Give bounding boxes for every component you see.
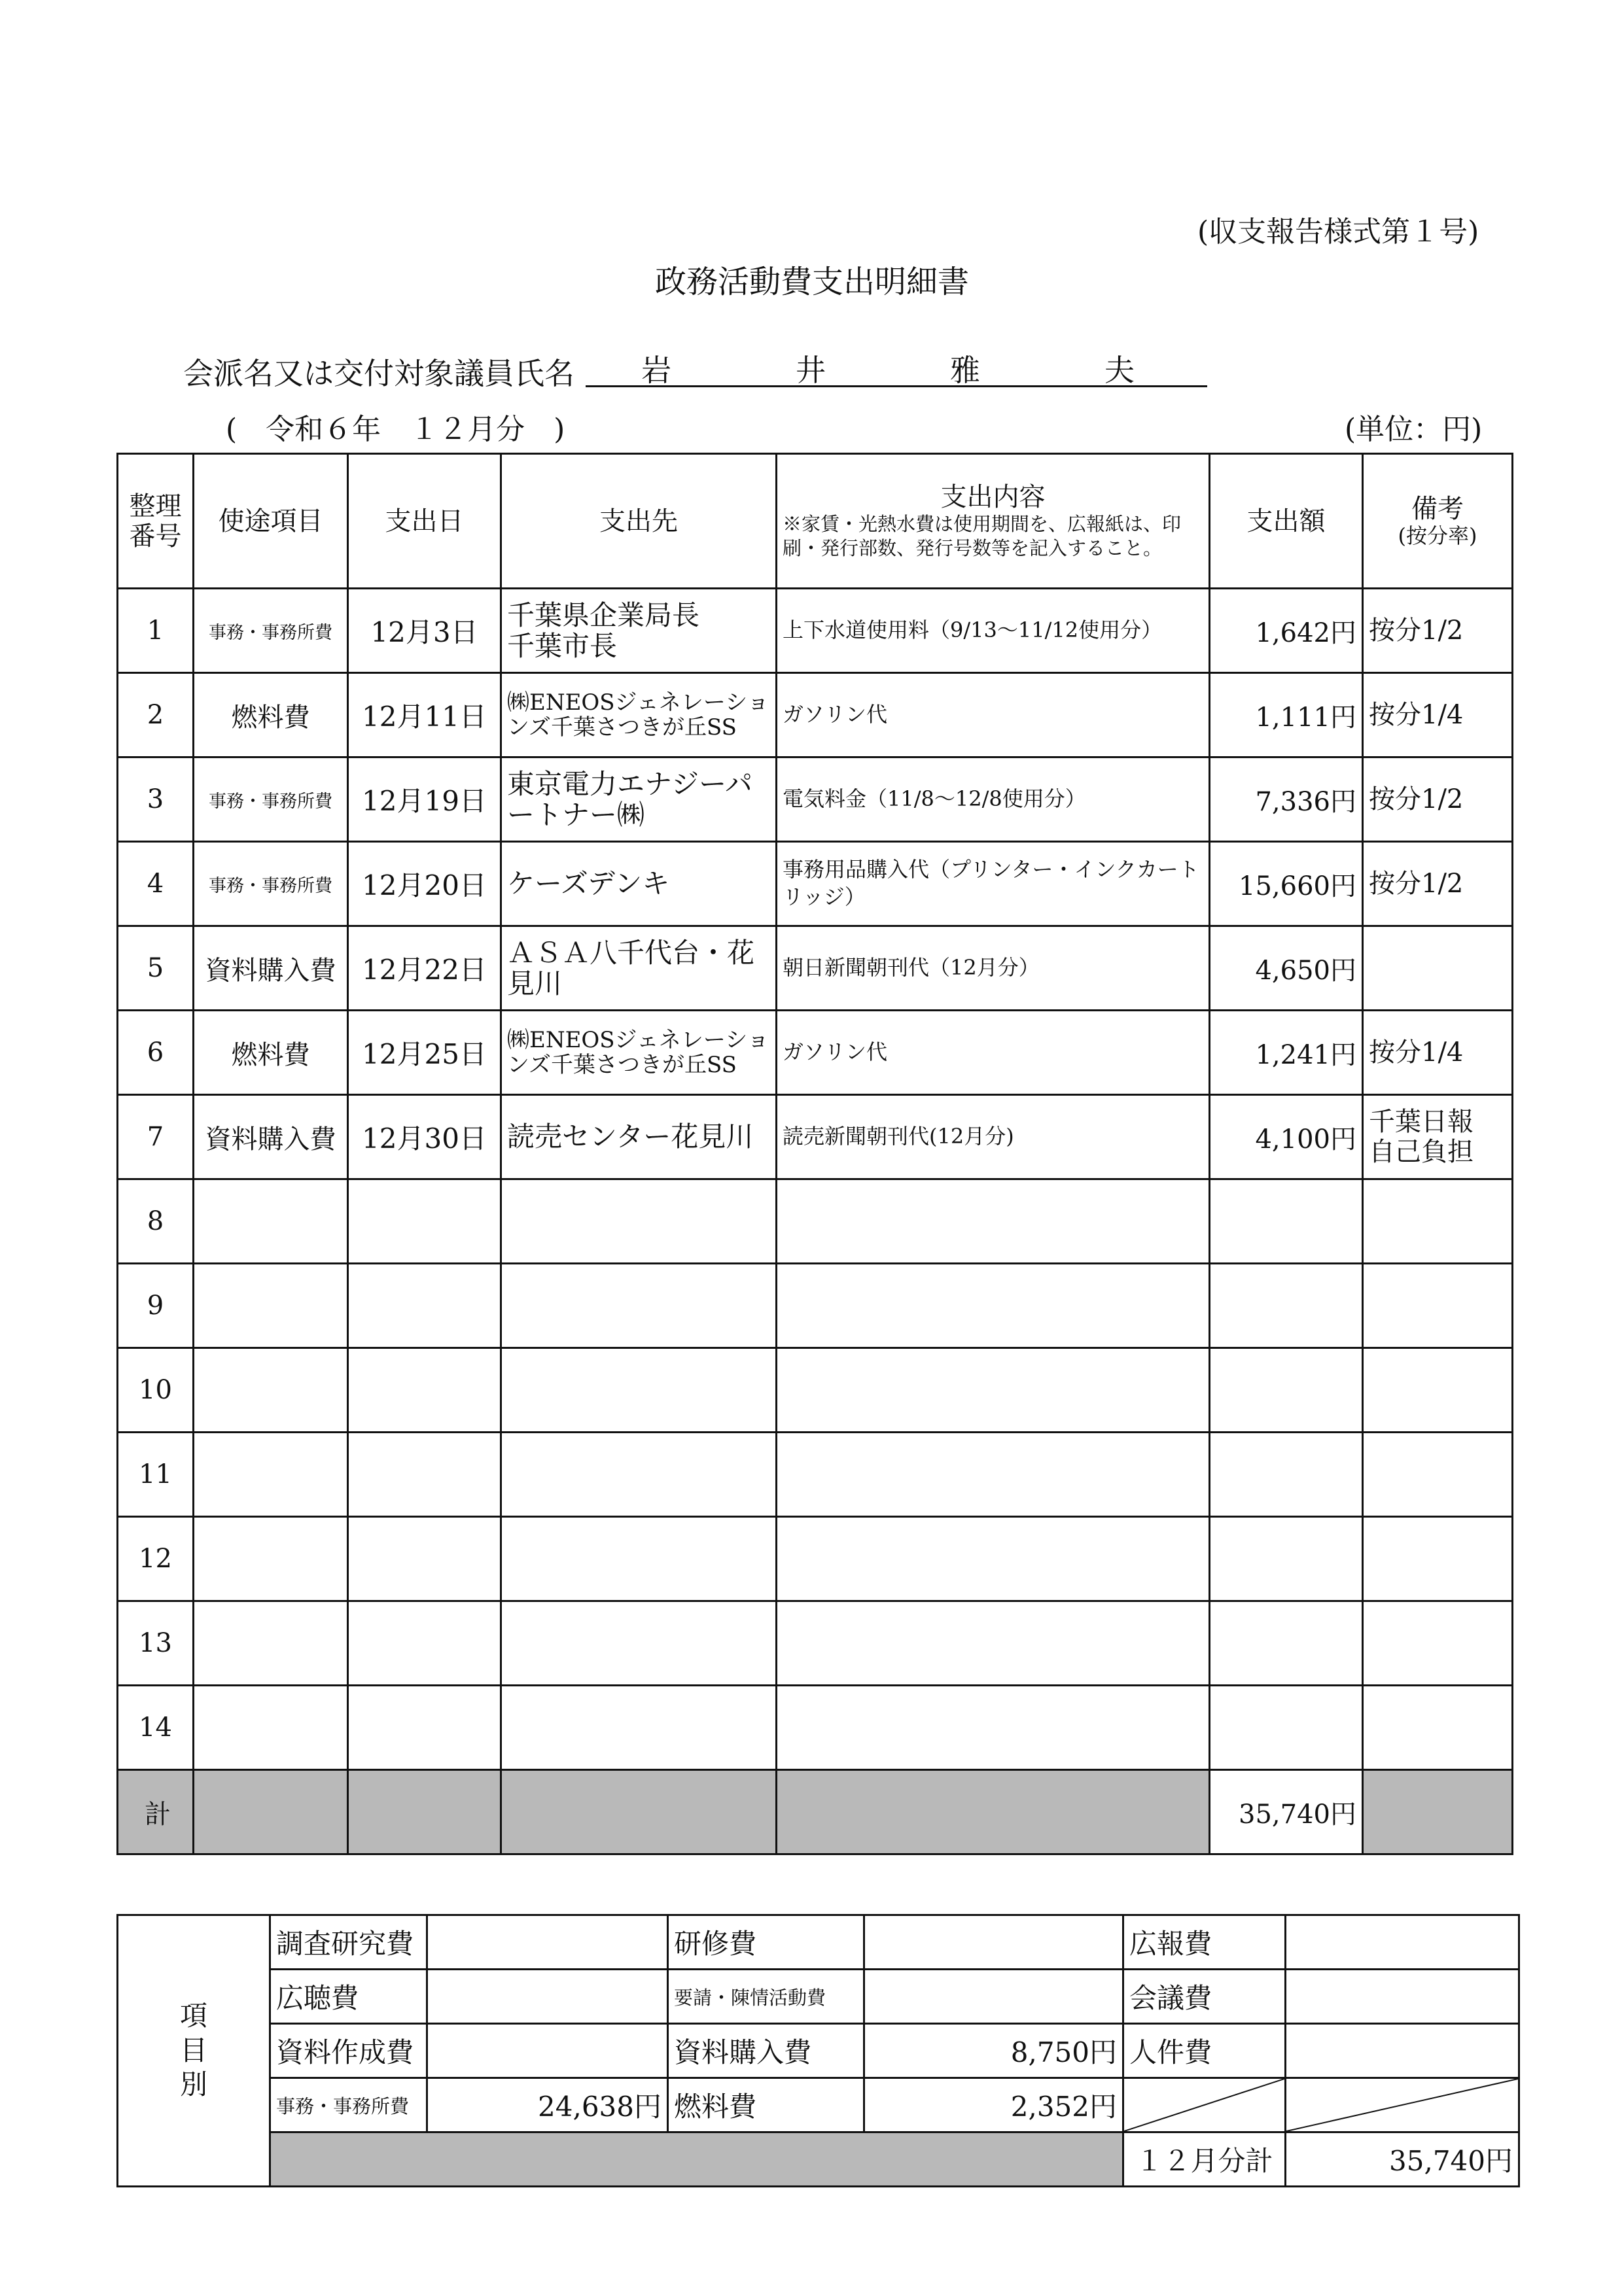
row-date: 12月30日: [348, 1095, 501, 1179]
row-date: 12月19日: [348, 757, 501, 842]
total-blank: [777, 1770, 1210, 1854]
value-pr: [1286, 1915, 1519, 1970]
row-amount: [1210, 1179, 1363, 1264]
label-materials-purchase: 資料購入費: [668, 2024, 864, 2078]
row-remark: 按分1/4: [1363, 673, 1513, 757]
row-payee: ＡＳＡ八千代台・花見川: [501, 926, 777, 1011]
row-no: 9: [118, 1264, 194, 1348]
total-blank: [348, 1770, 501, 1854]
value-training: [864, 1915, 1123, 1970]
label-hearing: 広聴費: [270, 1970, 427, 2024]
row-date: [348, 1601, 501, 1686]
row-date: 12月22日: [348, 926, 501, 1011]
unit-label: (単位：円): [1345, 413, 1483, 446]
row-use: 資料購入費: [194, 926, 348, 1011]
name-label: 会派名又は交付対象議員氏名: [183, 356, 574, 391]
row-payee: ケーズデンキ: [501, 842, 777, 926]
row-amount: 1,642円: [1210, 589, 1363, 673]
table-row: [118, 1433, 1513, 1517]
header-remark: [1363, 454, 1513, 589]
expense-table: [116, 453, 1513, 1855]
row-payee: [501, 1601, 777, 1686]
row-detail: ガソリン代: [777, 673, 1210, 757]
row-payee: [501, 1433, 777, 1517]
row-no: 4: [118, 842, 194, 926]
monthly-total-label: １２月分計: [1123, 2132, 1286, 2187]
row-no: 10: [118, 1348, 194, 1433]
table-row: [118, 1264, 1513, 1348]
row-use: 燃料費: [194, 673, 348, 757]
header-date: 支出日: [348, 454, 501, 589]
table-row: [118, 926, 1513, 1011]
category-side-text: 項 目 別: [179, 2000, 207, 2101]
label-training: 研修費: [668, 1915, 864, 1970]
header-amount: 支出額: [1210, 454, 1363, 589]
row-payee: 読売センター花見川: [501, 1095, 777, 1179]
row-date: [348, 1686, 501, 1770]
header-payee: 支出先: [501, 454, 777, 589]
header-remark-sub: (按分率): [1398, 523, 1477, 549]
row-no: 8: [118, 1179, 194, 1264]
page-title: 政務活動費支出明細書: [654, 264, 969, 300]
row-no: 12: [118, 1517, 194, 1601]
row-payee: [501, 1264, 777, 1348]
row-amount: 7,336円: [1210, 757, 1363, 842]
row-use: [194, 1433, 348, 1517]
row-remark: 按分1/4: [1363, 1011, 1513, 1095]
header-content-title: 支出内容: [940, 482, 1046, 513]
row-no: 14: [118, 1686, 194, 1770]
row-use: 事務・事務所費: [194, 589, 348, 673]
total-amount: 35,740円: [1210, 1770, 1363, 1854]
row-amount: 4,650円: [1210, 926, 1363, 1011]
row-payee: ㈱ENEOSジェネレーションズ千葉さつきが丘SS: [501, 1011, 777, 1095]
row-remark: 千葉日報 自己負担: [1363, 1095, 1513, 1179]
row-remark: [1363, 1517, 1513, 1601]
category-table: [116, 1914, 1520, 2187]
shaded-area: [270, 2132, 1123, 2187]
row-use: 資料購入費: [194, 1095, 348, 1179]
table-row: [118, 1011, 1513, 1095]
header-use: 使途項目: [194, 454, 348, 589]
row-remark: 按分1/2: [1363, 589, 1513, 673]
label-meeting: 会議費: [1123, 1970, 1286, 2024]
row-date: 12月11日: [348, 673, 501, 757]
total-blank: [194, 1770, 348, 1854]
name-value: 岩井雅夫: [586, 347, 1207, 387]
row-date: [348, 1517, 501, 1601]
row-amount: [1210, 1686, 1363, 1770]
row-remark: [1363, 1686, 1513, 1770]
label-office: 事務・事務所費: [270, 2078, 427, 2132]
row-no: 13: [118, 1601, 194, 1686]
table-row: [118, 1517, 1513, 1601]
row-no: 2: [118, 673, 194, 757]
row-detail: 朝日新聞朝刊代（12月分）: [777, 926, 1210, 1011]
row-no: 11: [118, 1433, 194, 1517]
row-remark: [1363, 926, 1513, 1011]
label-materials-creation: 資料作成費: [270, 2024, 427, 2078]
table-row: [118, 589, 1513, 673]
header-content: [777, 454, 1210, 589]
row-amount: [1210, 1433, 1363, 1517]
table-row: [118, 1686, 1513, 1770]
value-meeting: [1286, 1970, 1519, 2024]
table-row: [118, 1601, 1513, 1686]
row-use: [194, 1348, 348, 1433]
form-number: (収支報告様式第１号): [1197, 215, 1479, 249]
value-petition: [864, 1970, 1123, 2024]
row-payee: ㈱ENEOSジェネレーションズ千葉さつきが丘SS: [501, 673, 777, 757]
row-detail: 事務用品購入代（プリンター・インクカートリッジ）: [777, 842, 1210, 926]
table-row: [118, 1095, 1513, 1179]
table-row: [118, 1179, 1513, 1264]
row-no: 3: [118, 757, 194, 842]
row-no: 1: [118, 589, 194, 673]
row-amount: 15,660円: [1210, 842, 1363, 926]
row-remark: 按分1/2: [1363, 842, 1513, 926]
row-amount: [1210, 1348, 1363, 1433]
value-fuel: 2,352円: [864, 2078, 1123, 2132]
row-remark: [1363, 1348, 1513, 1433]
total-row: [118, 1770, 1513, 1854]
row-payee: [501, 1348, 777, 1433]
period: ( 令和６年 １２月分 ): [226, 413, 565, 446]
value-materials-purchase: 8,750円: [864, 2024, 1123, 2078]
category-side-label: [118, 1915, 270, 2187]
label-petition: 要請・陳情活動費: [668, 1970, 864, 2024]
blank-diagonal-cell: [1123, 2078, 1286, 2132]
row-date: [348, 1264, 501, 1348]
row-date: 12月25日: [348, 1011, 501, 1095]
row-date: 12月3日: [348, 589, 501, 673]
value-personnel: [1286, 2024, 1519, 2078]
row-amount: [1210, 1264, 1363, 1348]
row-no: 7: [118, 1095, 194, 1179]
row-remark: [1363, 1179, 1513, 1264]
row-detail: [777, 1601, 1210, 1686]
value-office: 24,638円: [427, 2078, 668, 2132]
row-amount: 1,241円: [1210, 1011, 1363, 1095]
row-detail: 読売新聞朝刊代(12月分): [777, 1095, 1210, 1179]
row-remark: [1363, 1433, 1513, 1517]
row-detail: 上下水道使用料（9/13～11/12使用分）: [777, 589, 1210, 673]
row-detail: [777, 1348, 1210, 1433]
row-use: [194, 1686, 348, 1770]
label-research: 調査研究費: [270, 1915, 427, 1970]
total-blank: [501, 1770, 777, 1854]
row-date: [348, 1348, 501, 1433]
header-content-note: ※家賃・光熱水費は使用期間を、広報紙は、印刷・発行部数、発行号数等を記入すること。: [783, 513, 1182, 559]
row-detail: ガソリン代: [777, 1011, 1210, 1095]
table-row: [118, 842, 1513, 926]
diagonal-line: [1124, 2079, 1284, 2131]
row-use: 事務・事務所費: [194, 842, 348, 926]
total-label: 計: [118, 1770, 194, 1854]
row-detail: [777, 1517, 1210, 1601]
row-use: [194, 1517, 348, 1601]
row-detail: [777, 1433, 1210, 1517]
blank-diagonal-cell: [1286, 2078, 1519, 2132]
row-date: [348, 1179, 501, 1264]
row-remark: 按分1/2: [1363, 757, 1513, 842]
label-fuel: 燃料費: [668, 2078, 864, 2132]
table-row: [118, 757, 1513, 842]
value-research: [427, 1915, 668, 1970]
total-blank: [1363, 1770, 1513, 1854]
table-row: [118, 1348, 1513, 1433]
row-remark: [1363, 1601, 1513, 1686]
label-pr: 広報費: [1123, 1915, 1286, 1970]
value-hearing: [427, 1970, 668, 2024]
row-amount: 4,100円: [1210, 1095, 1363, 1179]
row-date: 12月20日: [348, 842, 501, 926]
row-use: [194, 1601, 348, 1686]
table-row: [118, 673, 1513, 757]
header-no: 整理番号: [118, 454, 194, 589]
row-remark: [1363, 1264, 1513, 1348]
row-payee: 東京電力エナジーパートナー㈱: [501, 757, 777, 842]
row-use: [194, 1179, 348, 1264]
monthly-total-value: 35,740円: [1286, 2132, 1519, 2187]
row-use: 事務・事務所費: [194, 757, 348, 842]
row-detail: 電気料金（11/8～12/8使用分）: [777, 757, 1210, 842]
row-payee: 千葉県企業局長 千葉市長: [501, 589, 777, 673]
row-amount: 1,111円: [1210, 673, 1363, 757]
row-payee: [501, 1686, 777, 1770]
row-use: 燃料費: [194, 1011, 348, 1095]
row-amount: [1210, 1601, 1363, 1686]
value-materials-creation: [427, 2024, 668, 2078]
row-no: 6: [118, 1011, 194, 1095]
row-use: [194, 1264, 348, 1348]
row-detail: [777, 1179, 1210, 1264]
row-payee: [501, 1517, 777, 1601]
table-header-row: [118, 454, 1513, 589]
row-date: [348, 1433, 501, 1517]
row-detail: [777, 1686, 1210, 1770]
row-payee: [501, 1179, 777, 1264]
row-detail: [777, 1264, 1210, 1348]
header-remark-title: 備考: [1411, 494, 1464, 525]
label-personnel: 人件費: [1123, 2024, 1286, 2078]
row-no: 5: [118, 926, 194, 1011]
row-amount: [1210, 1517, 1363, 1601]
diagonal-line: [1286, 2079, 1518, 2131]
